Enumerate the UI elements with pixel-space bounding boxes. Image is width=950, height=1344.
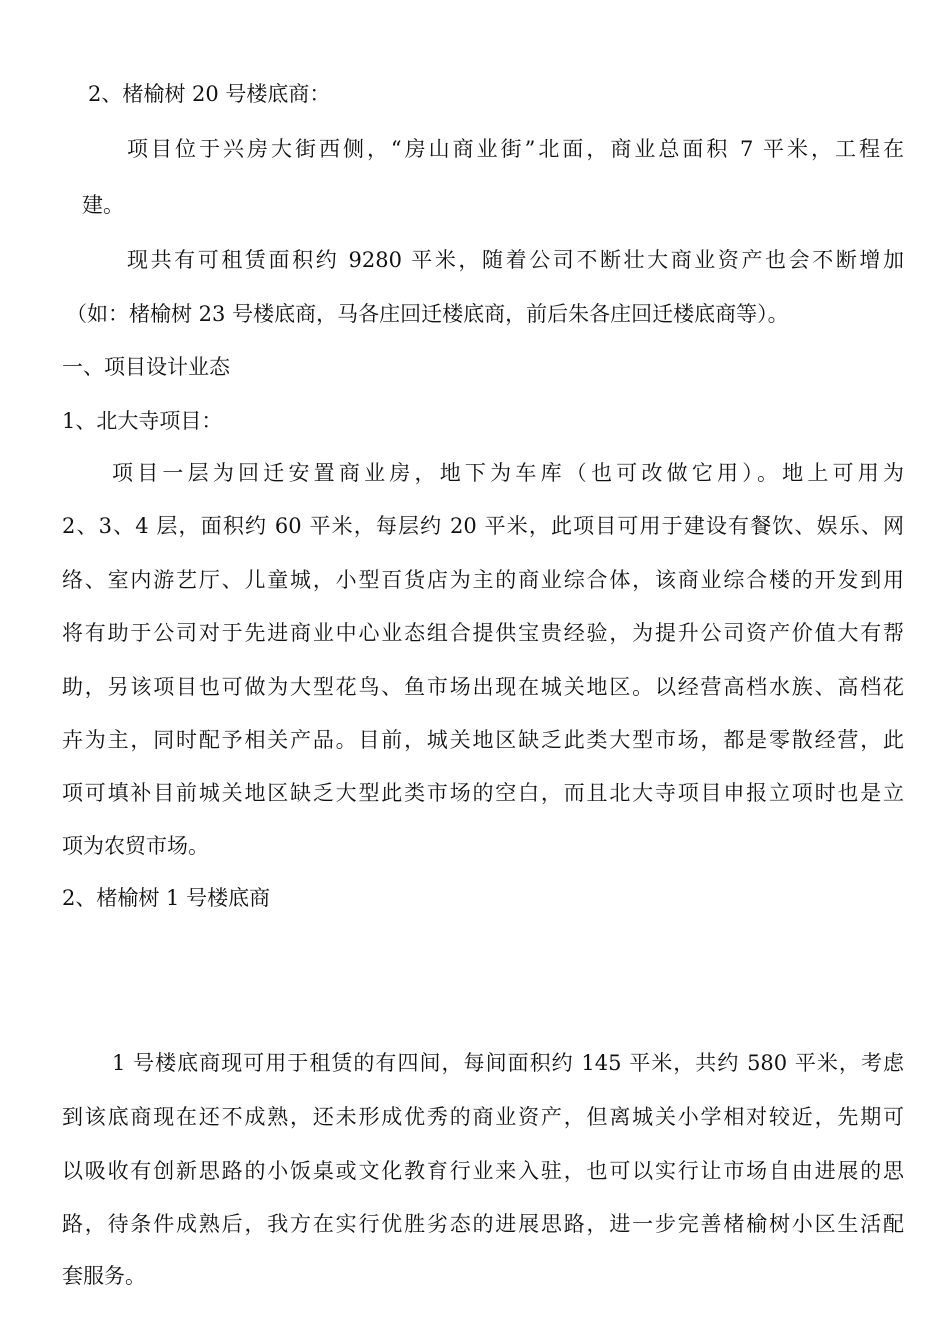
paragraph-line: 项可填补目前城关地区缺乏大型此类市场的空白，而且北大寺项目申报立项时也是立 — [62, 781, 904, 805]
paragraph-line: 项目位于兴房大街西侧，“房山商业街”北面，商业总面积 7 平米，工程在 — [127, 137, 904, 161]
paragraph-line: 以吸收有创新思路的小饭桌或文化教育行业来入驻，也可以实行让市场自由进展的思 — [62, 1159, 904, 1183]
paragraph-line: 到该底商现在还不成熟，还未形成优秀的商业资产，但离城关小学相对较近，先期可 — [62, 1105, 904, 1129]
paragraph-line: 1 号楼底商现可用于租赁的有四间，每间面积约 145 平米，共约 580 平米，考虑 — [112, 1051, 904, 1075]
paragraph-line: （如：楮榆树 23 号楼底商，马各庄回迁楼底商，前后朱各庄回迁楼底商等）。 — [66, 302, 789, 326]
paragraph-line: 现共有可租赁面积约 9280 平米，随着公司不断壮大商业资产也会不断增加 — [127, 248, 904, 272]
paragraph-line: 项目一层为回迁安置商业房，地下为车库（也可改做它用）。地上可用为 — [112, 461, 904, 485]
paragraph-line: 络、室内游艺厅、儿童城，小型百货店为主的商业综合体，该商业综合楼的开发到用 — [62, 568, 904, 592]
paragraph-line: 卉为主，同时配予相关产品。目前，城关地区缺乏此类大型市场，都是零散经营，此 — [62, 728, 904, 752]
paragraph-line: 路，待条件成熟后，我方在实行优胜劣态的进展思路，进一步完善楮榆树小区生活配 — [62, 1212, 904, 1236]
paragraph-line: 项为农贸市场。 — [62, 834, 209, 858]
paragraph-line: 将有助于公司对于先进商业中心业态组合提供宝贵经验，为提升公司资产价值大有帮 — [62, 621, 904, 645]
paragraph-line: 建。 — [82, 193, 124, 217]
paragraph-line: 套服务。 — [62, 1264, 146, 1288]
subsection-heading-beidasi: 1、北大寺项目： — [62, 409, 223, 433]
subsection-heading-chuyushu-1: 2、楮榆树 1 号楼底商 — [62, 886, 271, 910]
paragraph-line: 2、3、4 层，面积约 60 平米，每层约 20 平米，此项目可用于建设有餐饮、娱乐、网 — [62, 514, 904, 538]
paragraph-line: 助，另该项目也可做为大型花鸟、鱼市场出现在城关地区。以经营高档水族、高档花 — [62, 675, 904, 699]
section-heading-chuyushu-20: 2、楮榆树 20 号楼底商： — [88, 82, 331, 106]
section-heading-project-design: 一、项目设计业态 — [62, 355, 230, 379]
